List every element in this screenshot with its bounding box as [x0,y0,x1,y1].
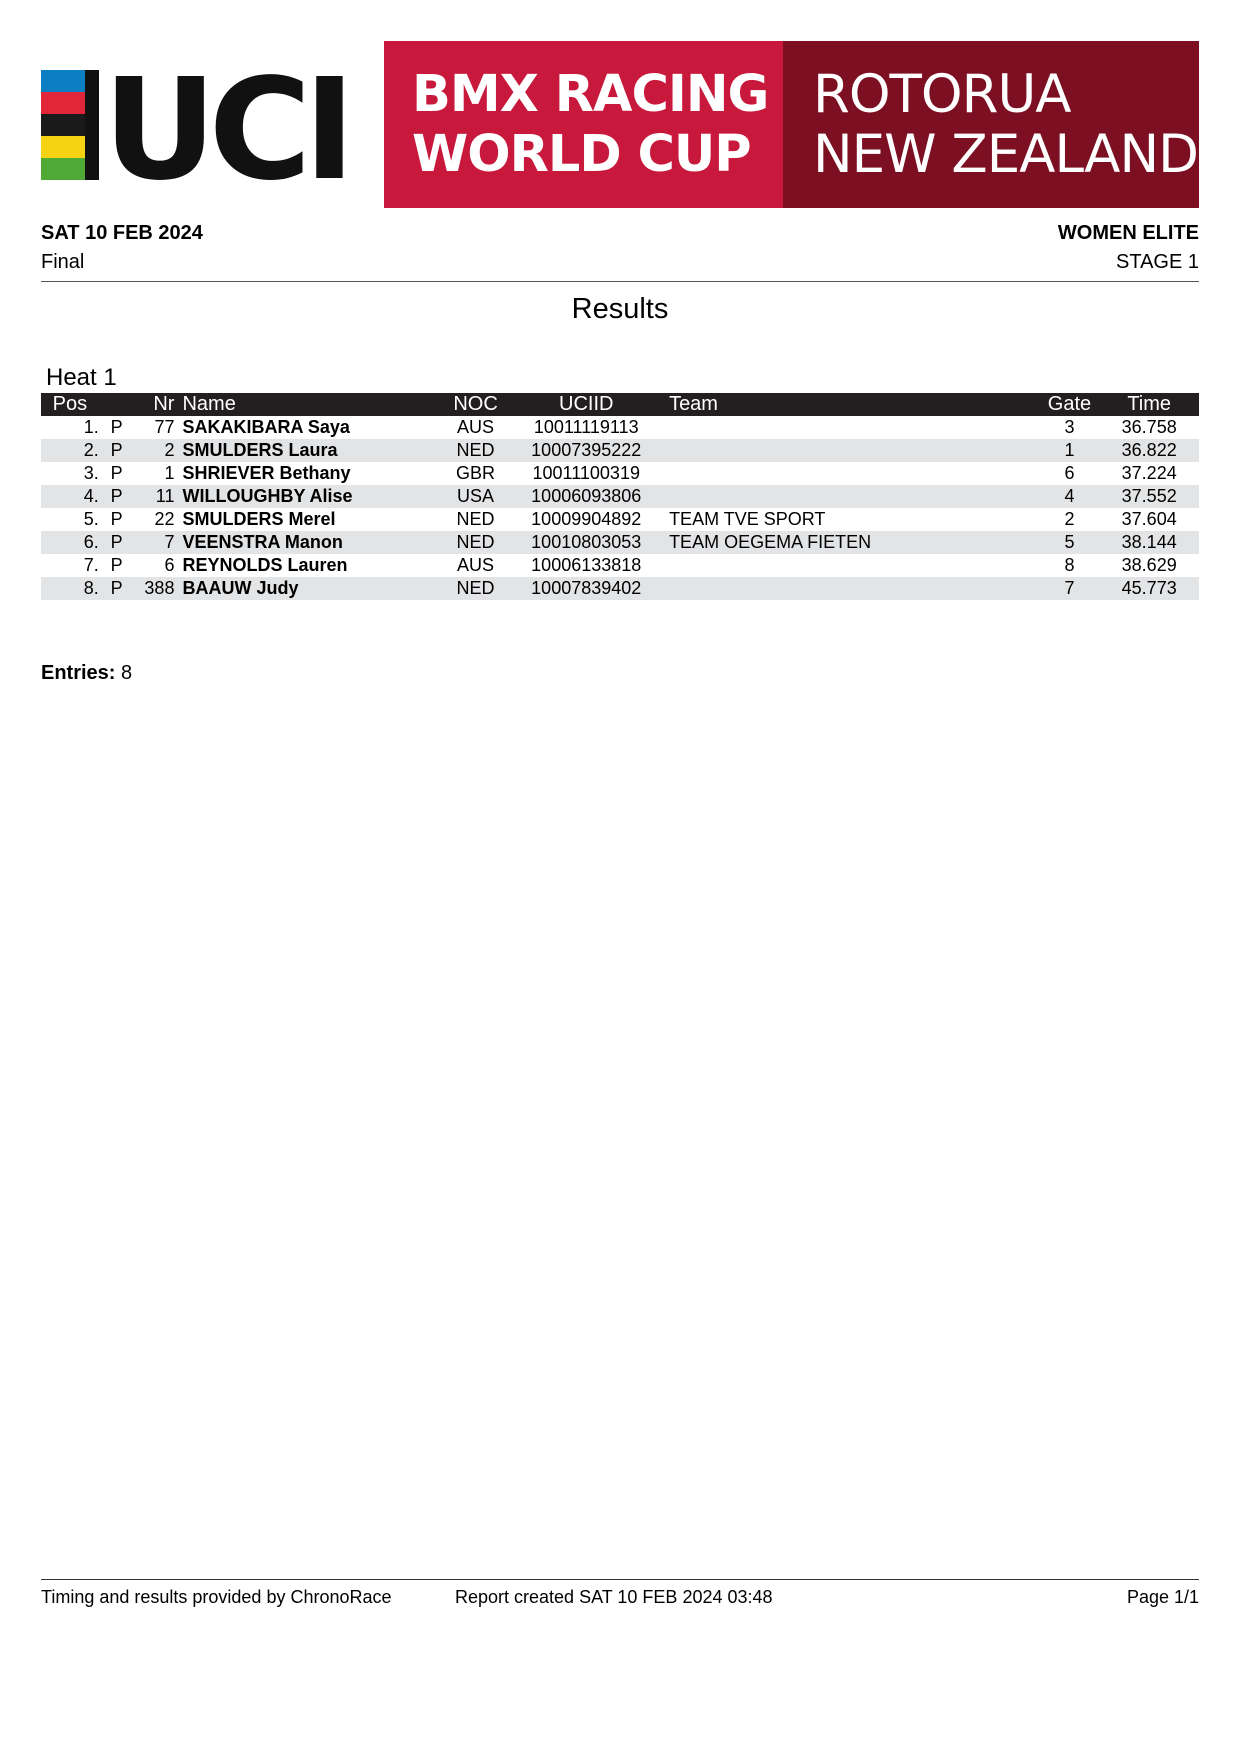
last-name: SMULDERS [182,440,284,460]
pos-cell: 3. [83,463,99,483]
nr-cell: 11 [135,485,175,508]
status-cell: P [99,485,135,508]
noc-cell: NED [456,509,495,529]
entries-label: Entries: [41,662,116,684]
col-time: Time [1099,393,1199,416]
noc-cell: USA [440,485,512,508]
uciid-cell: 10006093806 [511,485,661,508]
nr-cell: 7 [135,531,175,554]
gate-cell: 5 [1040,531,1100,554]
event-location-line2: NEW ZEALAND [813,123,1198,185]
footer-divider [41,1579,1199,1580]
uciid-cell: 10007395222 [511,439,661,462]
header-divider [41,281,1199,282]
category-label: WOMEN ELITE [1057,222,1199,244]
time-cell: 37.552 [1099,485,1199,508]
time-cell: 37.604 [1121,509,1177,529]
uciid-cell: 10006133818 [531,555,642,575]
col-team: Team [661,393,1039,416]
footer-report-created: Report created SAT 10 FEB 2024 03:48 [455,1587,773,1607]
gate-cell: 3 [1064,417,1075,437]
nr-cell: 22 [154,509,175,529]
uciid-cell: 10011100319 [532,463,640,483]
results-table [41,393,1199,600]
round-label: Final [41,251,85,273]
status-cell: P [99,439,135,462]
stage-label: STAGE 1 [1116,251,1199,273]
team-cell [661,554,1039,577]
pos-cell: 6. [41,531,99,554]
pos-cell: 2. [41,439,99,462]
last-name: SAKAKIBARA [182,417,303,437]
last-name: SMULDERS [182,509,284,529]
nr-cell: 6 [164,555,175,575]
col-status [99,393,135,416]
col-pos: Pos [41,393,99,416]
col-name: Name [174,393,439,416]
first-name: Bethany [279,463,351,483]
pos-cell: 1. [83,417,99,437]
nr-cell: 2 [135,439,175,462]
event-name-panel [384,41,783,208]
table-row [41,577,1199,600]
page-title: Results [571,293,669,325]
gate-cell: 7 [1040,577,1100,600]
entries-value: 8 [121,662,133,684]
col-noc: NOC [440,393,512,416]
gate-cell: 2 [1064,509,1075,529]
gate-cell: 6 [1064,463,1075,483]
event-date: SAT 10 FEB 2024 [41,222,203,244]
status-cell: P [110,417,123,437]
name-cell [174,508,439,531]
name-cell [174,485,439,508]
table-header-row [41,393,1199,416]
first-name: Alise [309,486,353,506]
pos-cell: 7. [83,555,99,575]
team-cell: TEAM TVE SPORT [669,509,826,529]
event-name-line2: WORLD CUP [412,124,751,184]
table-row [41,554,1199,577]
col-gate: Gate [1040,393,1100,416]
status-cell: P [110,555,123,575]
nr-cell: 1 [164,463,175,483]
team-cell [661,577,1039,600]
team-cell [661,462,1039,485]
uciid-cell: 10009904892 [531,509,642,529]
team-cell: TEAM OEGEMA FIETEN [661,531,1039,554]
last-name: REYNOLDS [182,555,283,575]
event-banner [384,41,1199,208]
name-cell [174,439,439,462]
name-cell [174,531,439,554]
time-cell: 38.144 [1099,531,1199,554]
first-name: Merel [288,509,336,529]
status-cell: P [110,509,123,529]
footer-page-number: Page 1/1 [1126,1587,1199,1607]
pos-cell: 4. [41,485,99,508]
table-row [41,462,1199,485]
first-name: Manon [284,532,343,552]
team-cell [661,485,1039,508]
time-cell: 38.629 [1121,555,1177,575]
heat-label: Heat 1 [46,364,117,391]
time-cell: 45.773 [1099,577,1199,600]
table-row [41,416,1199,439]
table-row [41,508,1199,531]
pos-cell: 5. [83,509,99,529]
status-cell: P [110,463,123,483]
name-cell [174,416,439,439]
pos-cell: 8. [41,577,99,600]
last-name: SHRIEVER [182,463,275,483]
first-name: Saya [307,417,350,437]
event-location-line1: ROTORUA [813,63,1071,125]
col-uciid: UCIID [511,393,661,416]
last-name: BAAUW [182,578,252,598]
team-cell [661,416,1039,439]
footer-provider: Timing and results provided by ChronoRace [41,1587,392,1607]
status-cell: P [99,577,135,600]
status-cell: P [99,531,135,554]
noc-cell: NED [440,439,512,462]
uciid-cell: 10010803053 [511,531,661,554]
time-cell: 36.758 [1121,417,1177,437]
name-cell [174,462,439,485]
uciid-cell: 10011119113 [533,417,639,437]
noc-cell: AUS [457,417,495,437]
event-name-line1: BMX RACING [412,64,769,124]
first-name: Laura [288,440,338,460]
name-cell [174,554,439,577]
gate-cell: 4 [1040,485,1100,508]
table-row [41,531,1199,554]
noc-cell: AUS [457,555,495,575]
nr-cell: 388 [135,577,175,600]
noc-cell: NED [440,577,512,600]
name-cell [174,577,439,600]
event-location-panel [783,41,1199,208]
gate-cell: 1 [1040,439,1100,462]
gate-cell: 8 [1064,555,1075,575]
noc-cell: GBR [456,463,496,483]
table-row [41,439,1199,462]
col-nr: Nr [135,393,175,416]
uci-logo-text: UCI [103,70,348,180]
last-name: VEENSTRA [182,532,280,552]
first-name: Judy [256,578,299,598]
uci-logo [41,70,357,180]
team-cell [661,439,1039,462]
uciid-cell: 10007839402 [511,577,661,600]
entries-count [41,662,132,685]
time-cell: 36.822 [1099,439,1199,462]
first-name: Lauren [287,555,348,575]
noc-cell: NED [440,531,512,554]
last-name: WILLOUGHBY [182,486,306,506]
time-cell: 37.224 [1121,463,1177,483]
nr-cell: 77 [154,417,175,437]
table-row [41,485,1199,508]
